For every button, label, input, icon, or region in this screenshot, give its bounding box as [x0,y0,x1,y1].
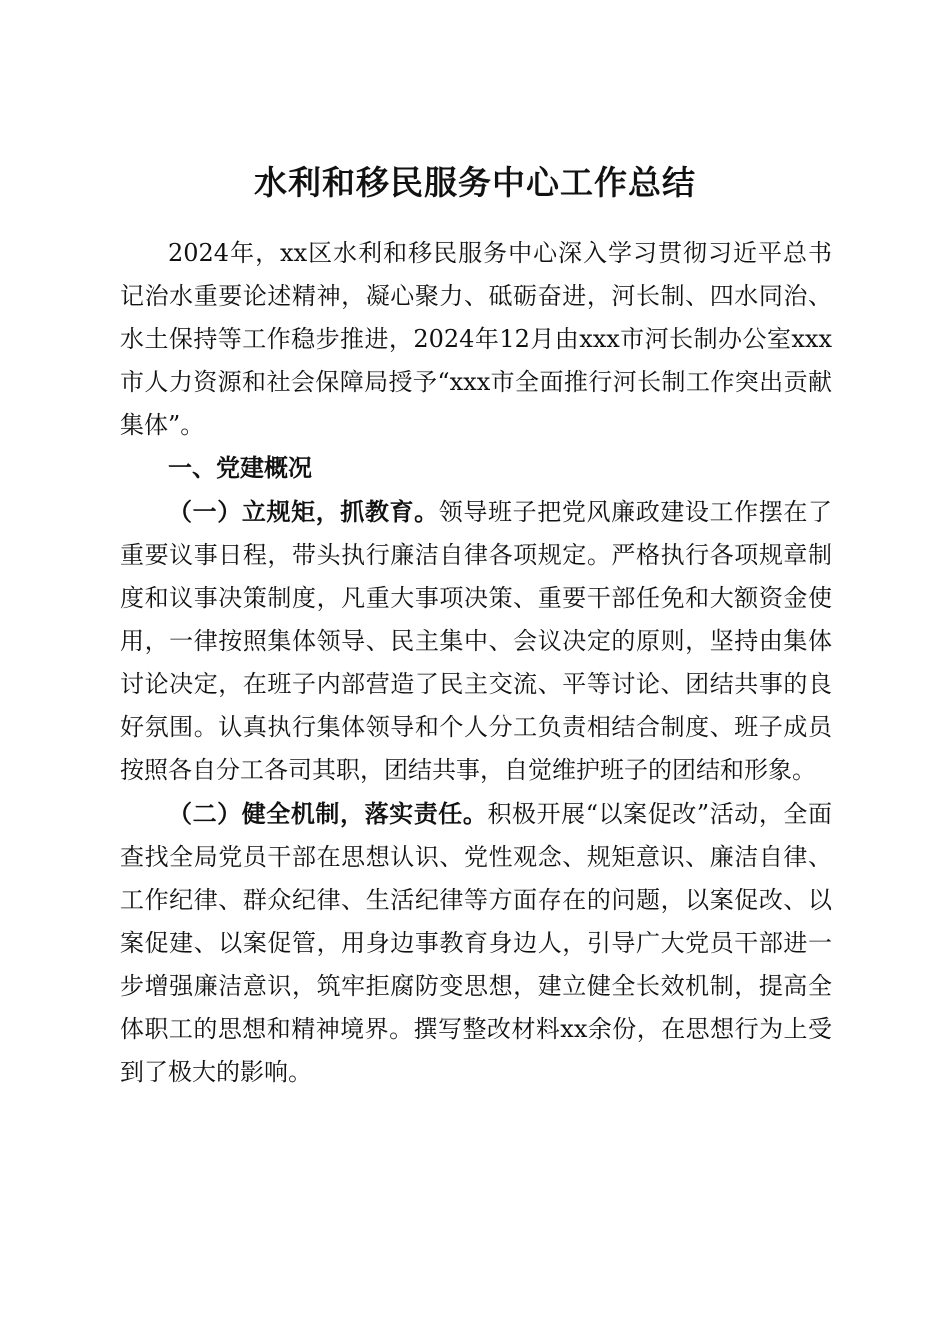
subsection-1-text: 领导班子把党风廉政建设工作摆在了重要议事日程，带头执行廉洁自律各项规定。严格执行各项规章制度和议事决策制度，凡重大事项决策、重要干部任免和大额资金使用，一律按照集体领导、民主集中、会议决定的原则，坚持由集体讨论决定，在班子内部营造了民主交流、平等讨论、团结共事的良好氛围。认真执行集体领导和个人分工负责相结合制度、班子成员按照各自分工各司其职，团结共事，自觉维护班子的团结和形象。 [120,498,833,784]
document-body [120,232,832,1094]
document-title: 水利和移民服务中心工作总结 [254,163,696,203]
subsection-2-lead: （二）健全机制，落实责任。 [168,799,488,828]
subsection-2-text: 积极开展“以案促改”活动，全面查找全局党员干部在思想认识、党性观念、规矩意识、廉洁自律、工作纪律、群众纪律、生活纪律等方面存在的问题，以案促改、以案促建、以案促管，用身边事教育身边人，引导广大党员干部进一步增强廉洁意识，筑牢拒腐防变思想，建立健全长效机制，提高全体职工的思想和精神境界。撰写整改材料xx余份，在思想行为上受到了极大的影响。 [120,800,833,1086]
section-heading-party-building: 一、党建概况 [168,454,312,482]
subsection-1-paragraph [120,490,832,792]
subsection-2-paragraph [120,792,832,1094]
intro-paragraph: 2024年，xx区水利和移民服务中心深入学习贯彻习近平总书记治水重要论述精神，凝心聚力、砥砺奋进，河长制、四水同治、水土保持等工作稳步推进，2024年12月由xxx市河长制办公室xxx市人力资源和社会保障局授予“xxx市全面推行河长制工作突出贡献集体”。 [120,239,832,439]
subsection-1-lead: （一）立规矩，抓教育。 [168,497,439,526]
